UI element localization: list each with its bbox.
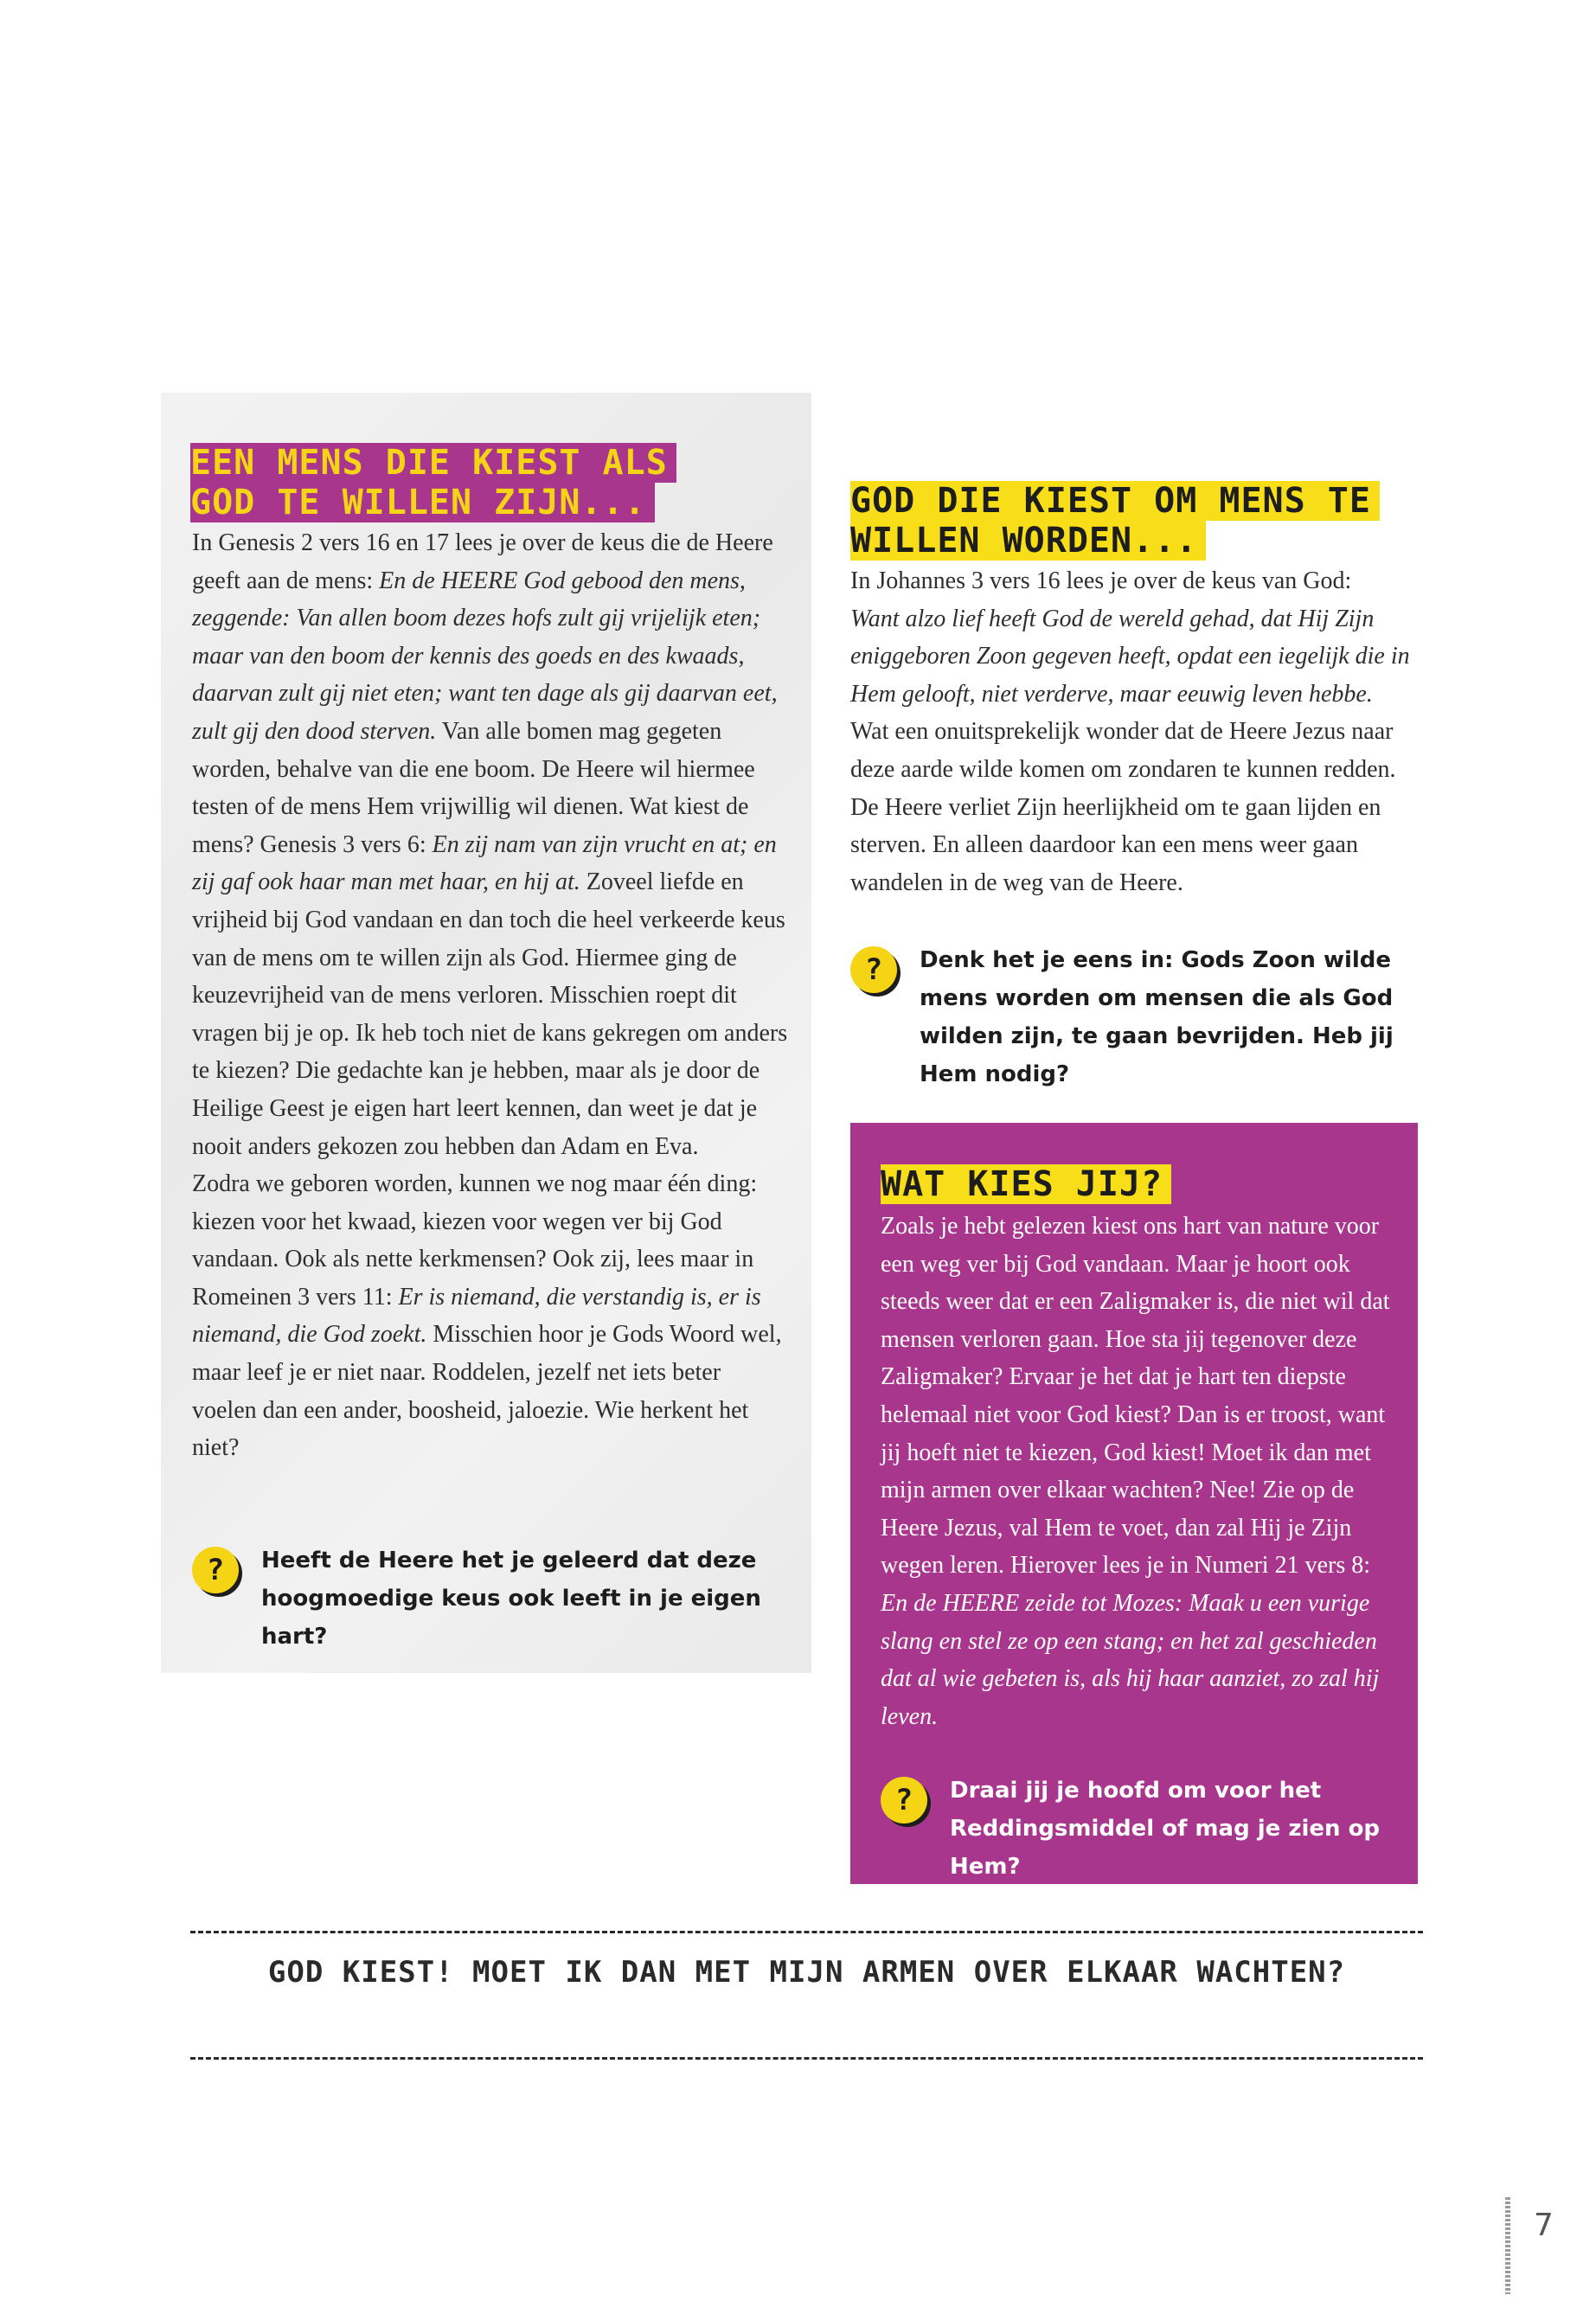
right-heading-wrap <box>850 481 1387 561</box>
right-body <box>850 562 1421 901</box>
purple-question-text: Draai jij je hoofd om voor het Reddingsmiddel of mag je zien op Hem? <box>950 1778 1381 1880</box>
purple-body <box>881 1208 1400 1735</box>
right-paragraph: Wat een onuitsprekelijk wonder dat de Heere Jezus naar deze aarde wilde komen om zondaren te kunnen redden. De Heere verliet Zijn heerlijkheid om te gaan lijden en sterven. En alleen daardoor kan een mens weer gaan wandelen in de weg van de Heere. <box>850 718 1396 896</box>
purple-heading: WAT KIES JIJ? <box>881 1164 1171 1204</box>
page-edge-mark <box>1505 2197 1510 2294</box>
left-paragraph-1: In Genesis 2 vers 16 en 17 lees je over de keus die de Heere geeft aan de mens: En de HEERE God gebood den mens, zeggende: Van allen boom dezes hofs zult gij vrijelijk eten; maar van den boom der kennis des goeds en des kwaads, daarvan zult gij niet eten; want ten dage als gij daarvan eet, zult gij den dood sterven. Van alle bomen mag gegeten worden, behalve van die ene boom. De Heere wil hiermee testen of de mens Hem vrijwillig wil dienen. Wat kiest de mens? Genesis 3 vers 6: En zij nam van zijn vrucht en at; en zij gaf ook haar man met haar, en hij at. Zoveel liefde en vrijheid bij God vandaan en dan toch die heel verkeerde keus van de mens om te willen zijn als God. Hiermee ging de keuzevrijheid van de mens verloren. Misschien roept dit vragen bij je op. Ik heb toch niet de kans gekregen om anders te kiezen? Die gedachte kan je hebben, maar als je door de Heilige Geest je eigen hart leert kennen, dan weet je dat je nooit anders gekozen zou hebben dan Adam en Eva. <box>192 529 788 1160</box>
left-body <box>192 524 789 1467</box>
purple-heading-wrap <box>881 1164 1365 1204</box>
purple-paragraph: Zoals je hebt gelezen kiest ons hart van nature voor een weg ver bij God vandaan. Maar je hoort ook steeds weer dat er een Zaligmaker is, die niet wil dat mensen verloren gaan. Hoe sta jij tegenover deze Zaligmaker? Ervaar je het dat je hart ten diepste helemaal niet voor God kiest? Dan is er troost, want jij hoeft niet te kiezen, God kiest! Moet ik dan met mijn armen over elkaar wachten? Nee! Zie op de Heere Jezus, val Hem te voet, dan zal Hij je Zijn wegen leren. Hierover lees je in Numeri 21 vers 8: En de HEERE zeide tot Mozes: Maak u een vurige slang en stel ze op een stang; en het zal geschieden dat al wie gebeten is, als hij haar aanziet, zo zal hij leven. <box>881 1213 1390 1730</box>
genesis-2-quote: En de HEERE God gebood den mens, zeggende: Van allen boom dezes hofs zult gij vrijelijk eten; maar van den boom der kennis des goeds en des kwaads, daarvan zult gij niet eten; want ten dage als gij daarvan eet, zult gij den dood sterven. <box>192 567 778 745</box>
romeinen-quote: Er is niemand, die verstandig is, er is niemand, die God zoekt. <box>192 1283 761 1349</box>
divider-bottom <box>190 2057 1423 2060</box>
johannes-quote: Want alzo lief heeft God de wereld gehad, dat Hij Zijn eniggeboren Zoon gegeven heeft, opdat een iegelijk die in Hem gelooft, niet verderve, maar eeuwig leven hebbe. <box>850 605 1410 708</box>
left-question-block <box>192 1541 780 1656</box>
question-mark-icon: ? <box>192 1547 239 1593</box>
left-heading-wrap <box>190 443 744 522</box>
numeri-quote: En de HEERE zeide tot Mozes: Maak u een vurige slang en stel ze op een stang; en het zal geschieden dat al wie gebeten is, als hij haar aanziet, zo zal hij leven. <box>881 1589 1380 1730</box>
right-intro: In Johannes 3 vers 16 lees je over de keus van God: <box>850 567 1352 594</box>
page-number: 7 <box>1534 2208 1554 2243</box>
right-question-text: Denk het je eens in: Gods Zoon wilde mens worden om mensen die als God wilden zijn, te gaan bevrijden. Heb jij Hem nodig? <box>920 947 1394 1087</box>
right-question-block <box>850 941 1421 1093</box>
purple-question-block <box>881 1772 1400 1886</box>
right-heading: GOD DIE KIEST OM MENS TE WILLEN WORDEN... <box>850 481 1380 561</box>
left-question-text: Heeft de Heere het je geleerd dat deze hoogmoedige keus ook leeft in je eigen hart? <box>261 1548 761 1650</box>
genesis-3-quote: En zij nam van zijn vrucht en at; en zij gaf ook haar man met haar, en hij at. <box>192 830 777 896</box>
left-heading: EEN MENS DIE KIEST ALS GOD TE WILLEN ZIJN... <box>190 443 676 522</box>
left-paragraph-2: Zodra we geboren worden, kunnen we nog maar één ding: kiezen voor het kwaad, kiezen voor wegen ver bij God vandaan. Ook als nette kerkmensen? Ook zij, lees maar in Romeinen 3 vers 11: Er is niemand, die verstandig is, er is niemand, die God zoekt. Misschien hoor je Gods Woord wel, maar leef je er niet naar. Roddelen, jezelf net iets beter voelen dan een ander, boosheid, jaloezie. Wie herkent het niet? <box>192 1170 782 1462</box>
callout-quote: GOD KIEST! MOET IK DAN MET MIJN ARMEN OVER ELKAAR WACHTEN? <box>267 1955 1346 1990</box>
divider-top <box>190 1931 1423 1933</box>
question-mark-icon: ? <box>881 1777 927 1823</box>
question-mark-icon: ? <box>850 946 897 993</box>
